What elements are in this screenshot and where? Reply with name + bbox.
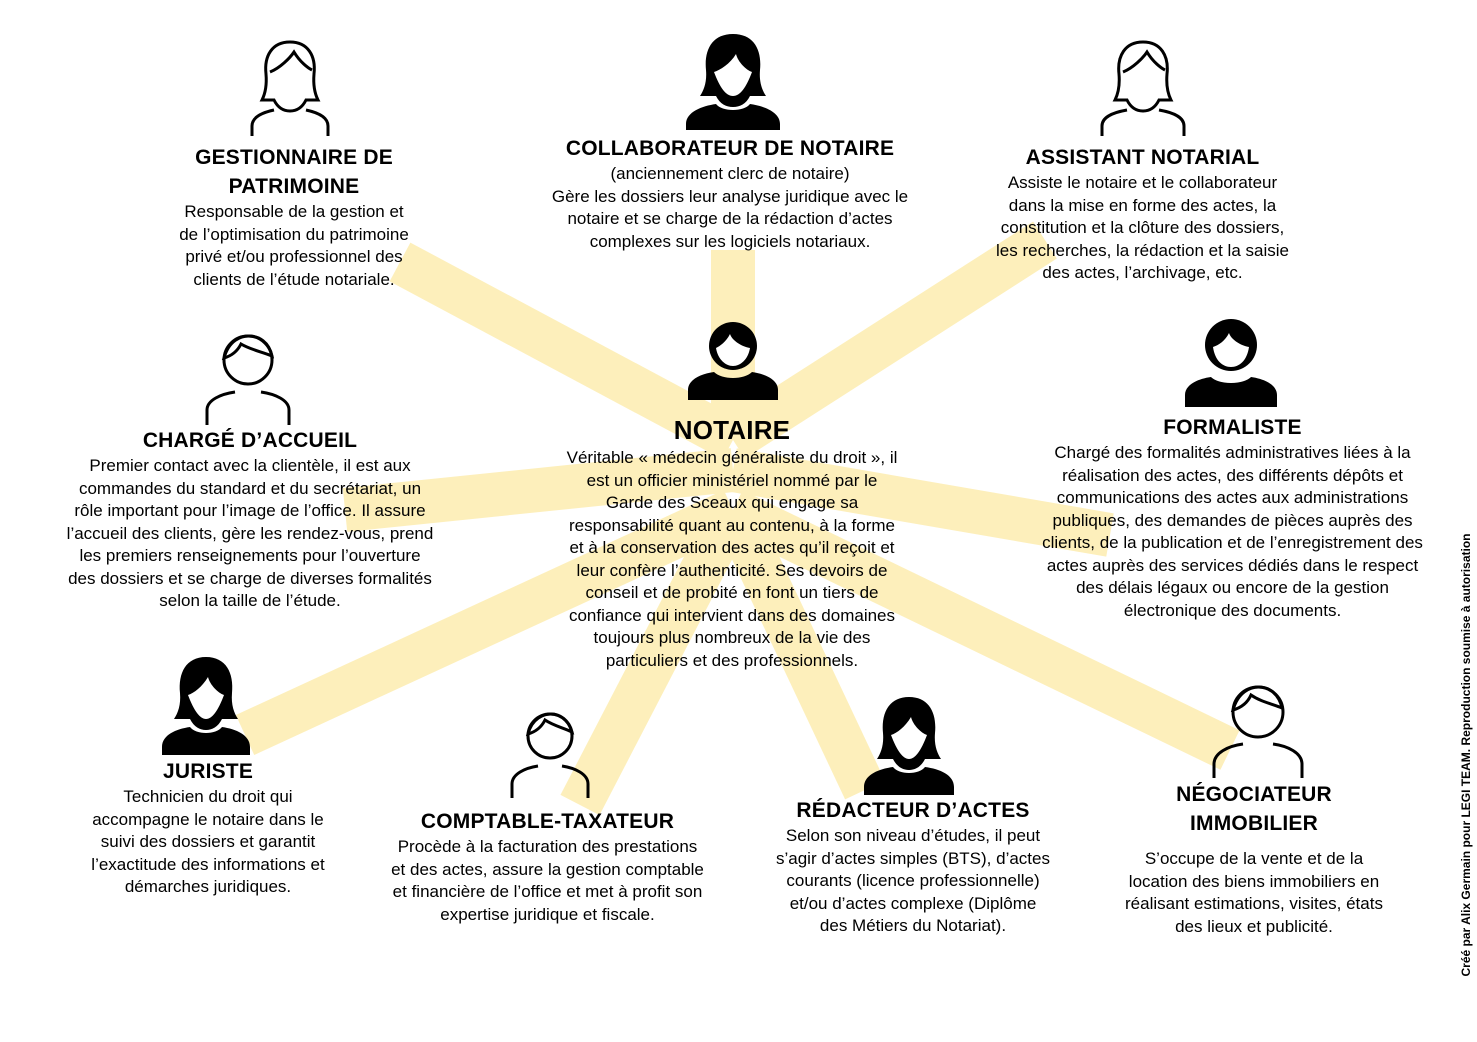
role-description: S’occupe de la vente et de la location des biens immobiliers en réalisant estimations, visites, états des lieux et publicité. bbox=[1125, 849, 1383, 936]
role-title: FORMALISTE bbox=[1163, 416, 1302, 439]
role-title: RÉDACTEUR D’ACTES bbox=[796, 799, 1030, 822]
man-filled-icon bbox=[1185, 315, 1277, 407]
woman-filled-icon bbox=[686, 32, 780, 130]
man-outline-icon bbox=[1212, 680, 1304, 778]
center-description: Véritable « médecin généraliste du droit », il est un officier ministériel nommé par le Garde des Sceaux qui engage sa responsabilité quant au contenu, à la forme et à la conservation des actes qu’il reçoit et leur confère l’authenticité. Ses devoirs de conseil et de probité en font un tiers de confiance qui intervient dans des domaines toujours plus nombreux de la vie des particuliers et des professionnels. bbox=[566, 448, 898, 670]
role-title: CHARGÉ D’ACCUEIL bbox=[142, 429, 358, 452]
center-notaire bbox=[556, 414, 908, 672]
role-description: Chargé des formalités administratives liées à la réalisation des actes, des différents dépôts et communications des actes aux administrations publiques, des demandes de pièces auprès des clients, de la publication et de l’enregistrement des actes auprès des services dédiés dans le respect des délais légaux ou encore de la gestion électronique des documents. bbox=[1042, 443, 1423, 620]
role-gestionnaire bbox=[168, 143, 420, 291]
role-juriste bbox=[84, 757, 332, 899]
role-title: ASSISTANT NOTARIAL bbox=[1025, 146, 1260, 169]
woman-outline-icon bbox=[250, 38, 330, 138]
role-title: GESTIONNAIRE DE PATRIMOINE bbox=[195, 146, 393, 198]
role-accueil bbox=[64, 426, 436, 613]
role-subtitle: (anciennement clerc de notaire) bbox=[610, 164, 850, 183]
role-description: Procède à la facturation des prestations et des actes, assure la gestion comptable et financière de l’office et met à profit son expertise juridique et fiscale. bbox=[391, 837, 704, 924]
woman-filled-icon bbox=[864, 695, 954, 795]
role-collaborateur bbox=[530, 134, 930, 253]
role-negociateur bbox=[1118, 780, 1390, 938]
role-description: Technicien du droit qui accompagne le notaire dans le suivi des dossiers et garantit l’exactitude des informations et démarches juridiques. bbox=[91, 787, 325, 896]
man-outline-icon bbox=[205, 330, 291, 425]
credit-note bbox=[1456, 520, 1476, 990]
center-title: NOTAIRE bbox=[673, 415, 791, 445]
role-title: JURISTE bbox=[162, 760, 254, 783]
role-description: Selon son niveau d’études, il peut s’agir d’actes simples (BTS), d’actes courants (licence professionnelle) et/ou d’actes complexe (Diplôme des Métiers du Notariat). bbox=[776, 826, 1050, 935]
role-description: Assiste le notaire et le collaborateur dans la mise en forme des actes, la constitution et la clôture des dossiers, les recherches, la rédaction et la saisie des actes, l’archivage, etc. bbox=[996, 173, 1289, 282]
woman-filled-icon bbox=[162, 655, 250, 755]
credit-text: Créé par Alix Germain pour LEGI TEAM. Reproduction soumise à autorisation bbox=[1459, 533, 1473, 977]
woman-outline-icon bbox=[1100, 38, 1186, 138]
role-assistant bbox=[990, 143, 1295, 285]
role-title: COLLABORATEUR DE NOTAIRE bbox=[565, 137, 895, 160]
role-title: COMPTABLE-TAXATEUR bbox=[420, 810, 675, 833]
man-filled-icon bbox=[688, 318, 778, 400]
role-description: Premier contact avec la clientèle, il est aux commandes du standard et du secrétariat, un rôle important pour l’image de l’office. Il assure l’accueil des clients, gère les rendez-vous, prend les premiers renseignements pour l’ouverture des dossiers et se charge de diverses formalités selon la taille de l’étude. bbox=[66, 456, 434, 610]
role-description: Responsable de la gestion et de l’optimisation du patrimoine privé et/ou professionnel des clients de l’étude notariale. bbox=[179, 202, 409, 289]
role-description: Gère les dossiers leur analyse juridique avec le notaire et se charge de la rédaction d’actes complexes sur les logiciels notariaux. bbox=[551, 186, 909, 251]
man-outline-icon bbox=[510, 708, 590, 798]
role-redacteur bbox=[768, 796, 1058, 938]
role-comptable bbox=[390, 807, 705, 926]
role-formaliste bbox=[1040, 413, 1425, 622]
role-title: NÉGOCIATEUR IMMOBILIER bbox=[1176, 783, 1332, 835]
